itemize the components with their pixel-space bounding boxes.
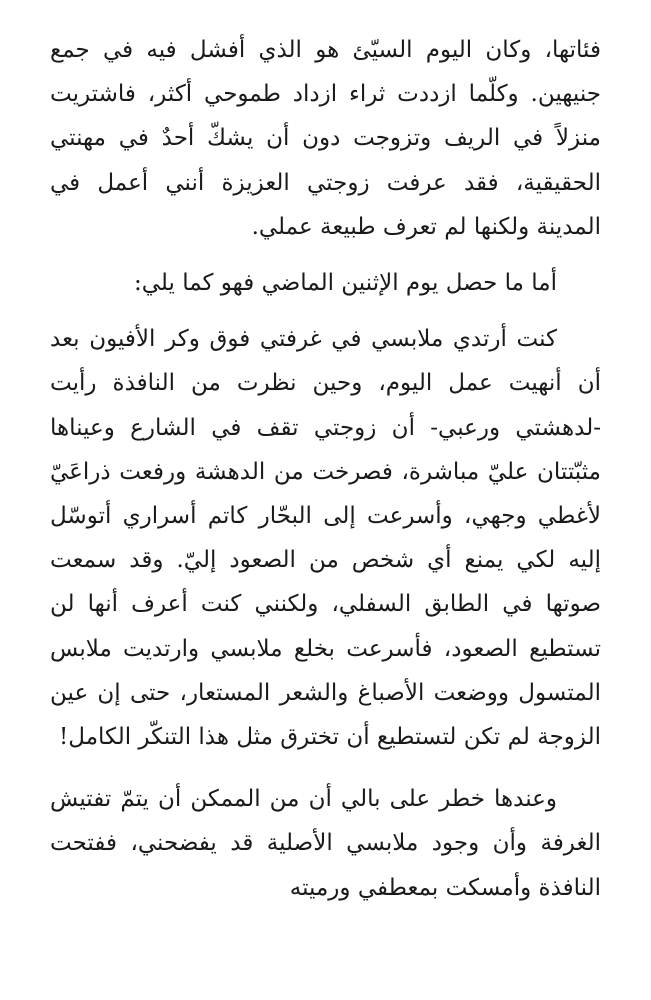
paragraph-3: كنت أرتدي ملابسي في غرفتي فوق وكر الأفيون بعد أن أنهيت عمل اليوم، وحين نظرت من النافذة رأيت -لدهشتي ورعبي- أن زوجتي تقف في الشارع وعيناها مثبّتتان عليّ مباشرة، فصرخت من الدهشة ورفعت ذراعَيّ لأغطي وجهي، وأسرعت إلى البحّار كاتم أسراري أتوسّل إليه لكي يمنع أي شخص من الصعود إليّ. وقد سمعت صوتها في الطابق السفلي، ولكنني كنت أعرف أنها لن تستطيع الصعود، فأسرعت بخلع ملابسي وارتديت ملابس المتسول ووضعت الأصباغ والشعر المستعار، حتى إن عين الزوجة لم تكن لتستطيع أن تخترق مثل هذا التنكّر الكامل!	[50, 326, 601, 751]
paragraph-4: وعندها خطر على بالي أن من الممكن أن يتمّ تفتيش الغرفة وأن وجود ملابسي الأصلية قد يفضحني، ففتحت النافذة وأمسكت بمعطفي ورميته	[50, 786, 601, 901]
paragraph-1: فئاتها، وكان اليوم السيّئ هو الذي أفشل فيه في جمع جنيهين. وكلّما ازددت ثراء ازداد طموحي أكثر، فاشتريت منزلاً في الريف وتزوجت دون أن يشكّ أحدٌ في مهنتي الحقيقية، فقد عرفت زوجتي العزيزة أنني أعمل في المدينة ولكنها لم تعرف طبيعة عملي.	[50, 37, 601, 240]
paragraph-2: أما ما حصل يوم الإثنين الماضي فهو كما يلي:	[133, 270, 557, 297]
